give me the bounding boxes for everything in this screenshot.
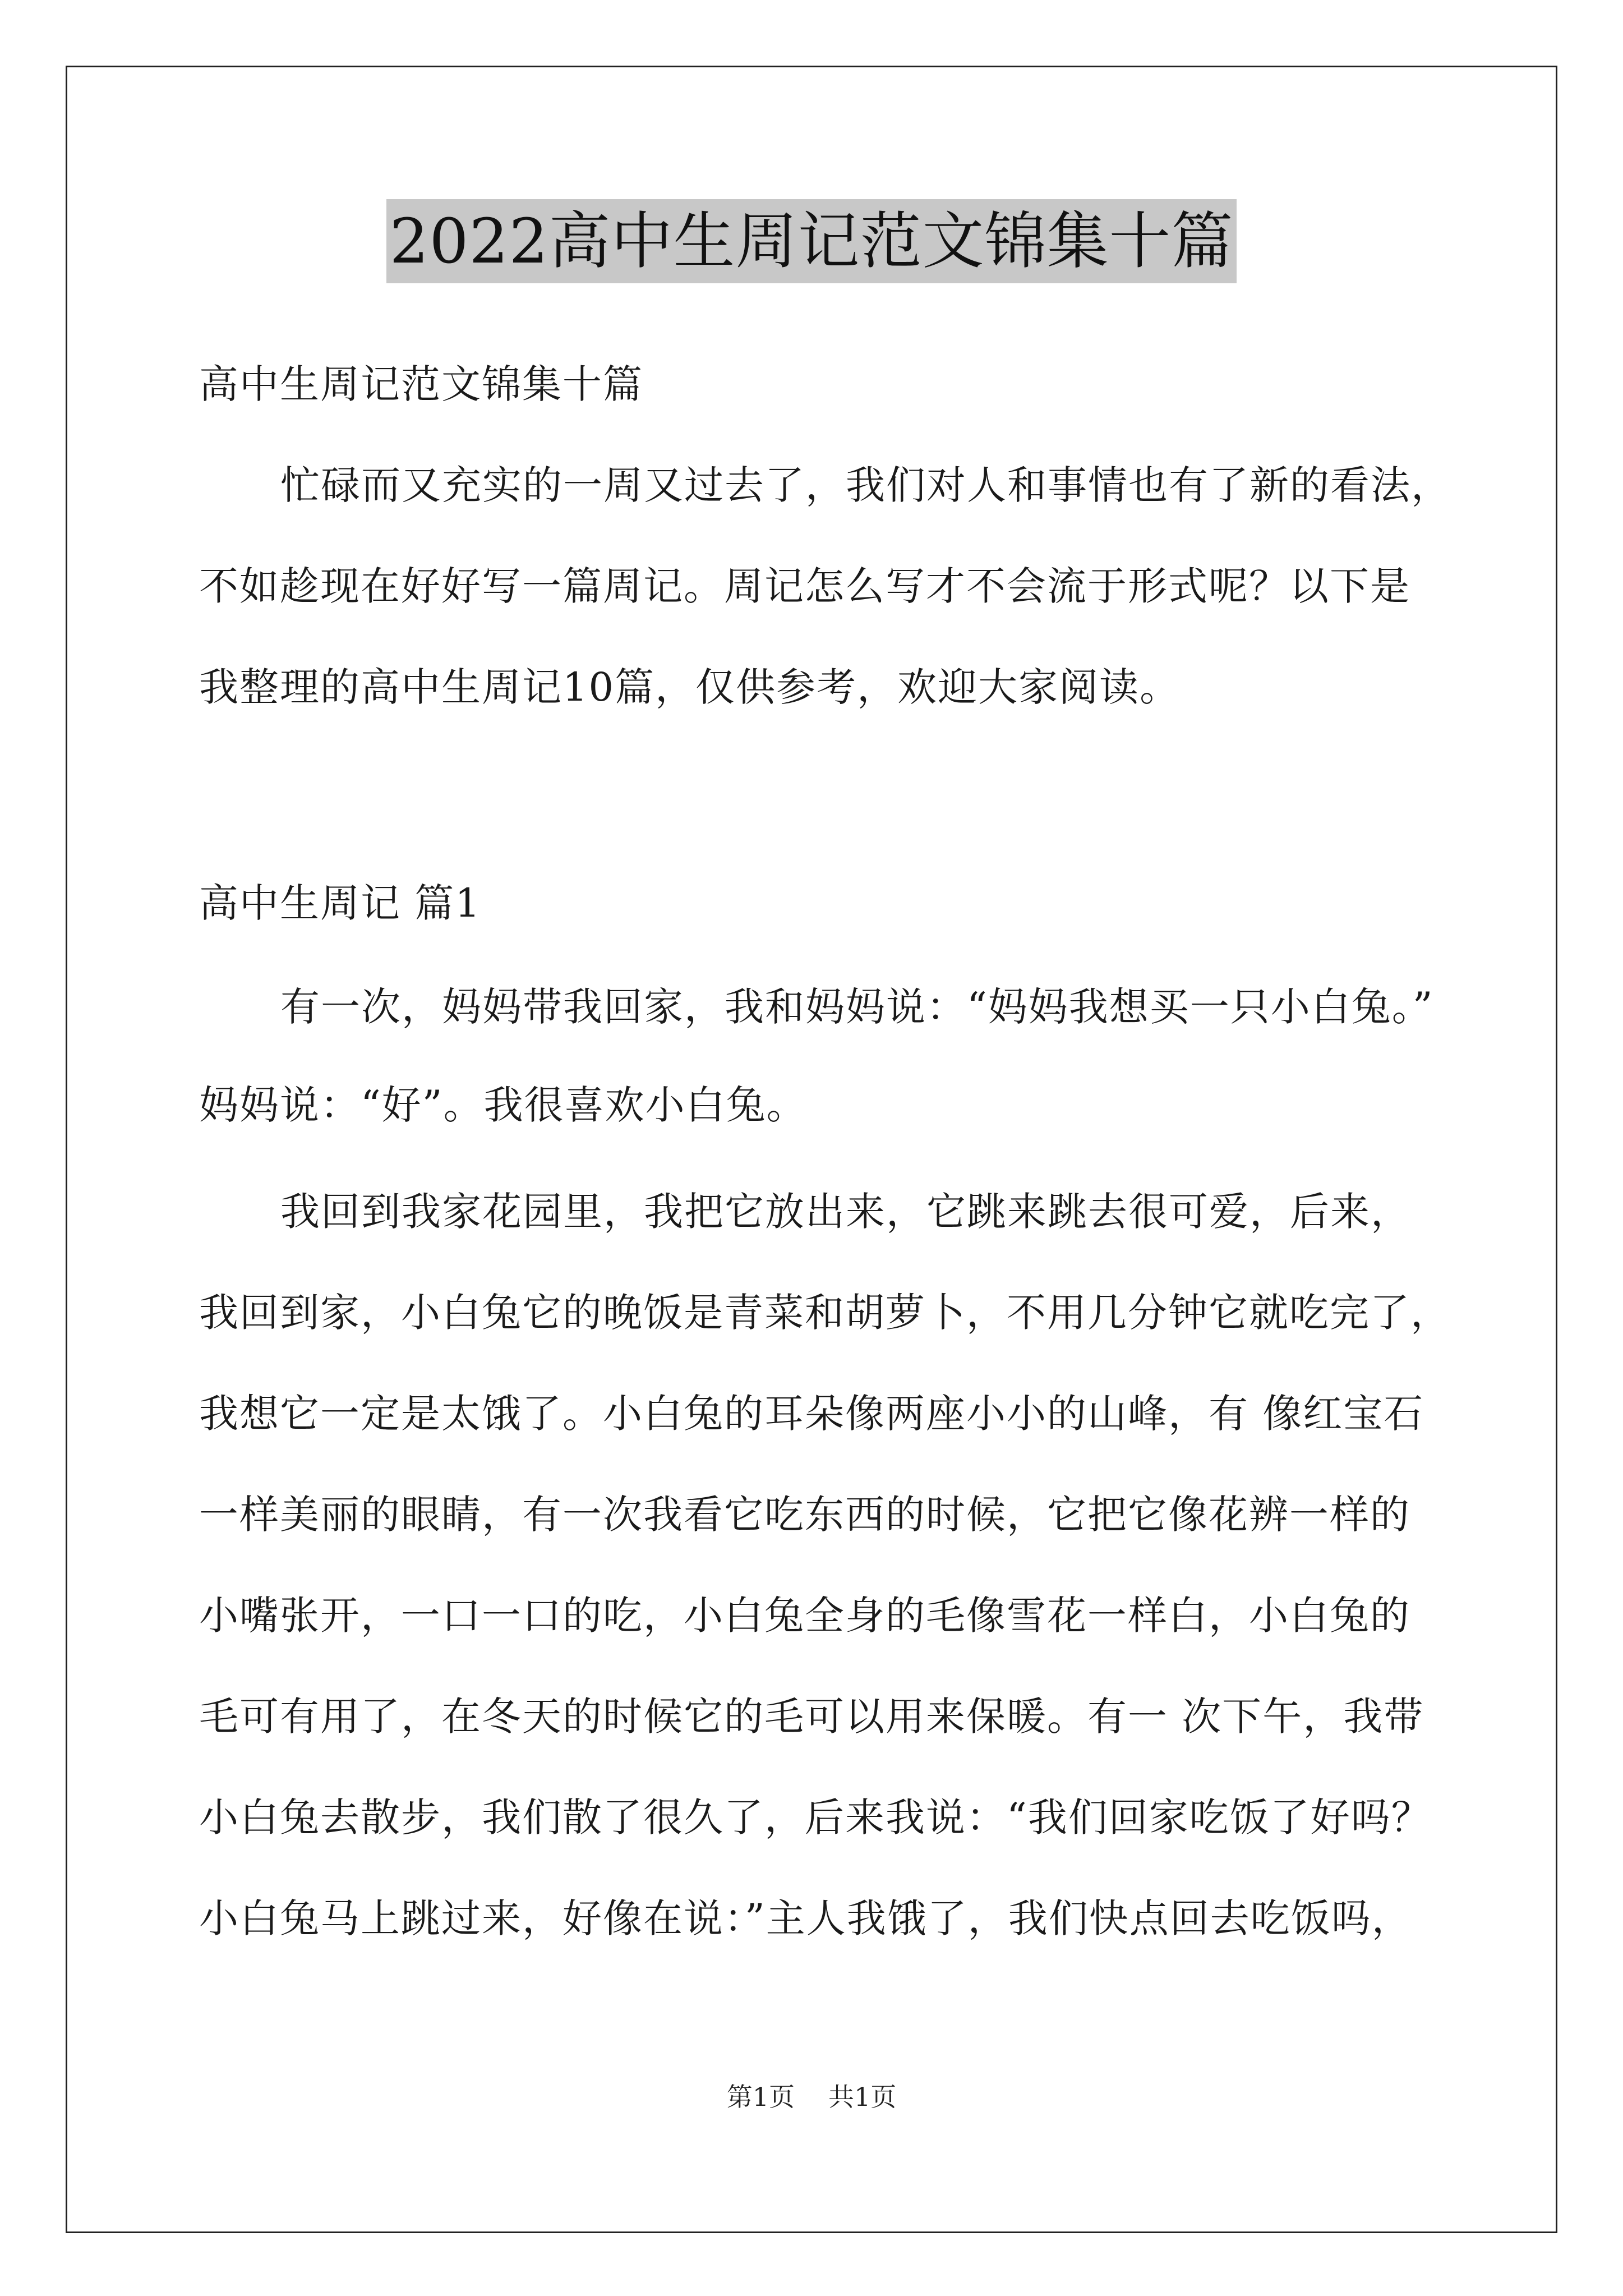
page-number-current: 第1页 [726,2082,795,2112]
section-heading: 高中生周记 篇1 [199,880,481,926]
paragraph-line: 小嘴张开，一口一口的吃，小白兔全身的毛像雪花一样白，小白兔的 [199,1593,1410,1639]
document-subtitle: 高中生周记范文锦集十篇 [199,361,643,407]
document-title: 2022高中生周记范文锦集十篇 [386,199,1237,283]
page-number-total: 共1页 [828,2082,897,2112]
paragraph-line: 妈妈说：“好”。我很喜欢小白兔。 [199,1082,807,1128]
page-footer [0,2080,1623,2114]
paragraph-line: 毛可有用了，在冬天的时候它的毛可以用来保暖。有一 次下午，我带 [199,1694,1424,1740]
intro-line: 我整理的高中生周记10篇，仅供参考，欢迎大家阅读。 [199,664,1181,710]
paragraph-line: 小白兔马上跳过来，好像在说：”主人我饿了，我们快点回去吃饭吗， [199,1895,1412,1941]
paragraph-line: 小白兔去散步，我们散了很久了，后来我说：“我们回家吃饭了好吗？ [199,1795,1432,1841]
intro-line: 忙碌而又充实的一周又过去了，我们对人和事情也有了新的看法， [280,462,1451,508]
paragraph-line: 我想它一定是太饿了。小白兔的耳朵像两座小小的山峰，有 像红宝石 [199,1391,1424,1437]
paragraph-line: 有一次，妈妈带我回家，我和妈妈说：“妈妈我想买一只小白兔。” [280,984,1434,1030]
title-container [0,199,1623,283]
paragraph-line: 一样美丽的眼睛，有一次我看它吃东西的时候，它把它像花辨一样的 [199,1492,1410,1538]
paragraph-line: 我回到我家花园里，我把它放出来，它跳来跳去很可爱，后来， [280,1189,1411,1235]
paragraph-line: 我回到家，小白兔它的晚饭是青菜和胡萝卜，不用几分钟它就吃完了， [199,1290,1451,1336]
intro-line: 不如趁现在好好写一篇周记。周记怎么写才不会流于形式呢？以下是 [199,563,1410,609]
